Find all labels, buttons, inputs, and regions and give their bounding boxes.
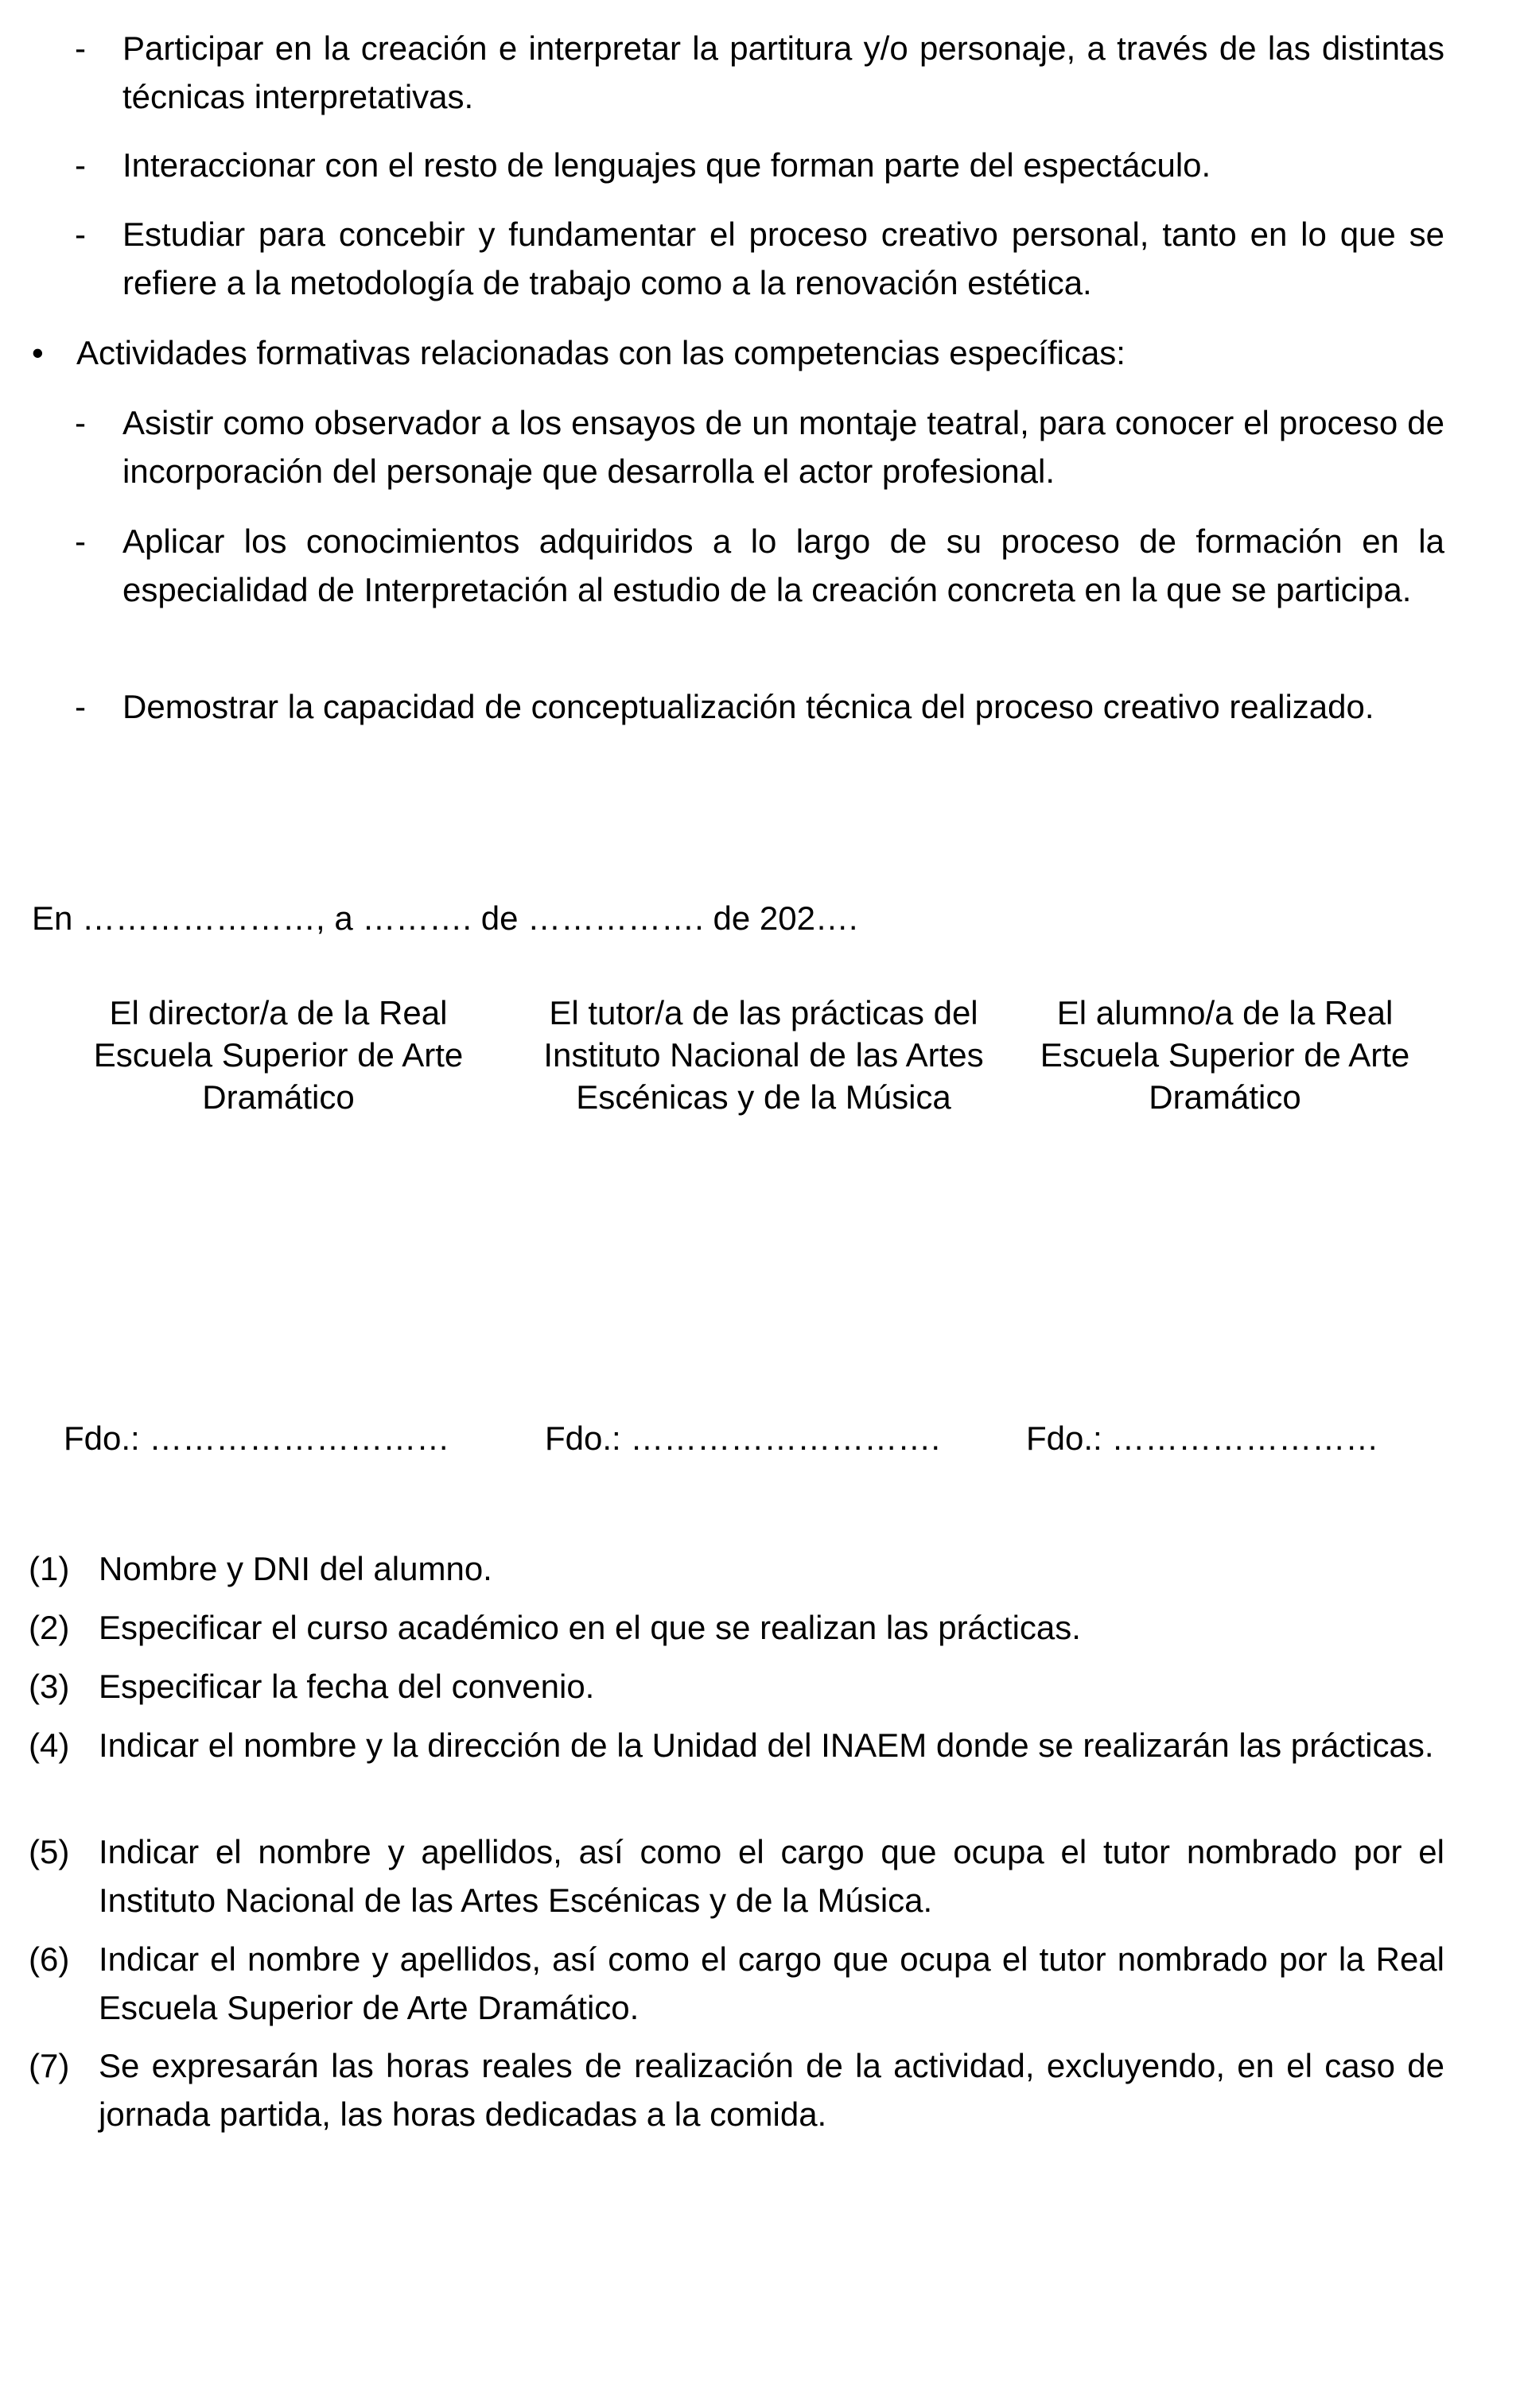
dash-marker: - (75, 216, 86, 253)
list-item-text: Participar en la creación e interpretar la partitura y/o personaje, a través de las distintas técnicas interpretativas. (122, 29, 1444, 115)
footnote-number: (5) (29, 1833, 70, 1870)
date-line: En …………………, a ………. de ……………. de 202…. (32, 899, 858, 937)
list-item-text: Interaccionar con el resto de lenguajes que forman parte del espectáculo. (122, 146, 1211, 184)
dash-marker: - (75, 522, 86, 560)
footnote (29, 1603, 1444, 1652)
dash-marker: - (75, 404, 86, 441)
footnote-text: Especificar la fecha del convenio. (99, 1668, 595, 1705)
footnote-number: (6) (29, 1940, 70, 1978)
list-item (75, 398, 1444, 495)
footnote-number: (3) (29, 1668, 70, 1705)
footnote-text: Especificar el curso académico en el que se realizan las prácticas. (99, 1609, 1081, 1646)
footnote (29, 1662, 1444, 1711)
footnote (29, 2041, 1444, 2138)
list-item (75, 682, 1444, 731)
signature-heading-student: El alumno/a de la Real Escuela Superior de Arte Dramático (1040, 994, 1410, 1116)
list-item-text: Actividades formativas relacionadas con las competencias específicas: (76, 334, 1126, 371)
footnote-text: Se expresarán las horas reales de realización de la actividad, excluyendo, en el caso de jornada partida, las horas dedicadas a la comida. (99, 2047, 1444, 2133)
signature-line-tutor: Fdo.: ………………………. (545, 1420, 941, 1457)
footnote-number: (4) (29, 1726, 70, 1764)
footnote-number: (7) (29, 2047, 70, 2084)
list-item-text: Estudiar para concebir y fundamentar el proceso creativo personal, tanto en lo que se refiere a la metodología de trabajo como a la renovación estética. (122, 216, 1444, 301)
footnote (29, 1544, 1444, 1593)
list-item (75, 24, 1444, 121)
signature-heading-director: El director/a de la Real Escuela Superior de Arte Dramático (93, 994, 464, 1116)
dash-marker: - (75, 146, 86, 184)
footnote (29, 1935, 1444, 2032)
footnote-text: Nombre y DNI del alumno. (99, 1550, 492, 1587)
dash-marker: - (75, 688, 86, 725)
dash-marker: - (75, 29, 86, 67)
bullet-marker: • (32, 334, 44, 371)
footnote-text: Indicar el nombre y la dirección de la Unidad del INAEM donde se realizarán las prácticas. (99, 1726, 1434, 1764)
signature-line-director: Fdo.: ……………………… (64, 1420, 450, 1457)
footnote-number: (2) (29, 1609, 70, 1646)
list-item (75, 210, 1444, 307)
footnote-text: Indicar el nombre y apellidos, así como el cargo que ocupa el tutor nombrado por el Instituto Nacional de las Artes Escénicas y de la Música. (99, 1833, 1444, 1919)
footnote-text: Indicar el nombre y apellidos, así como el cargo que ocupa el tutor nombrado por la Real Escuela Superior de Arte Dramático. (99, 1940, 1444, 2026)
signature-heading-tutor: El tutor/a de las prácticas del Instituto Nacional de las Artes Escénicas y de la Música (543, 994, 984, 1116)
list-item (75, 517, 1444, 614)
footnote (29, 1721, 1444, 1769)
list-item-text: Asistir como observador a los ensayos de un montaje teatral, para conocer el proceso de incorporación del personaje que desarrolla el actor profesional. (122, 404, 1444, 490)
footnote (29, 1827, 1444, 1924)
list-item (75, 141, 1444, 189)
footnote-number: (1) (29, 1550, 70, 1587)
list-item-text: Aplicar los conocimientos adquiridos a lo largo de su proceso de formación en la especialidad de Interpretación al estudio de la creación concreta en la que se participa. (122, 522, 1444, 608)
signature-line-student: Fdo.: …………………… (1026, 1420, 1379, 1457)
list-item (32, 328, 1444, 377)
list-item-text: Demostrar la capacidad de conceptualización técnica del proceso creativo realizado. (122, 688, 1374, 725)
